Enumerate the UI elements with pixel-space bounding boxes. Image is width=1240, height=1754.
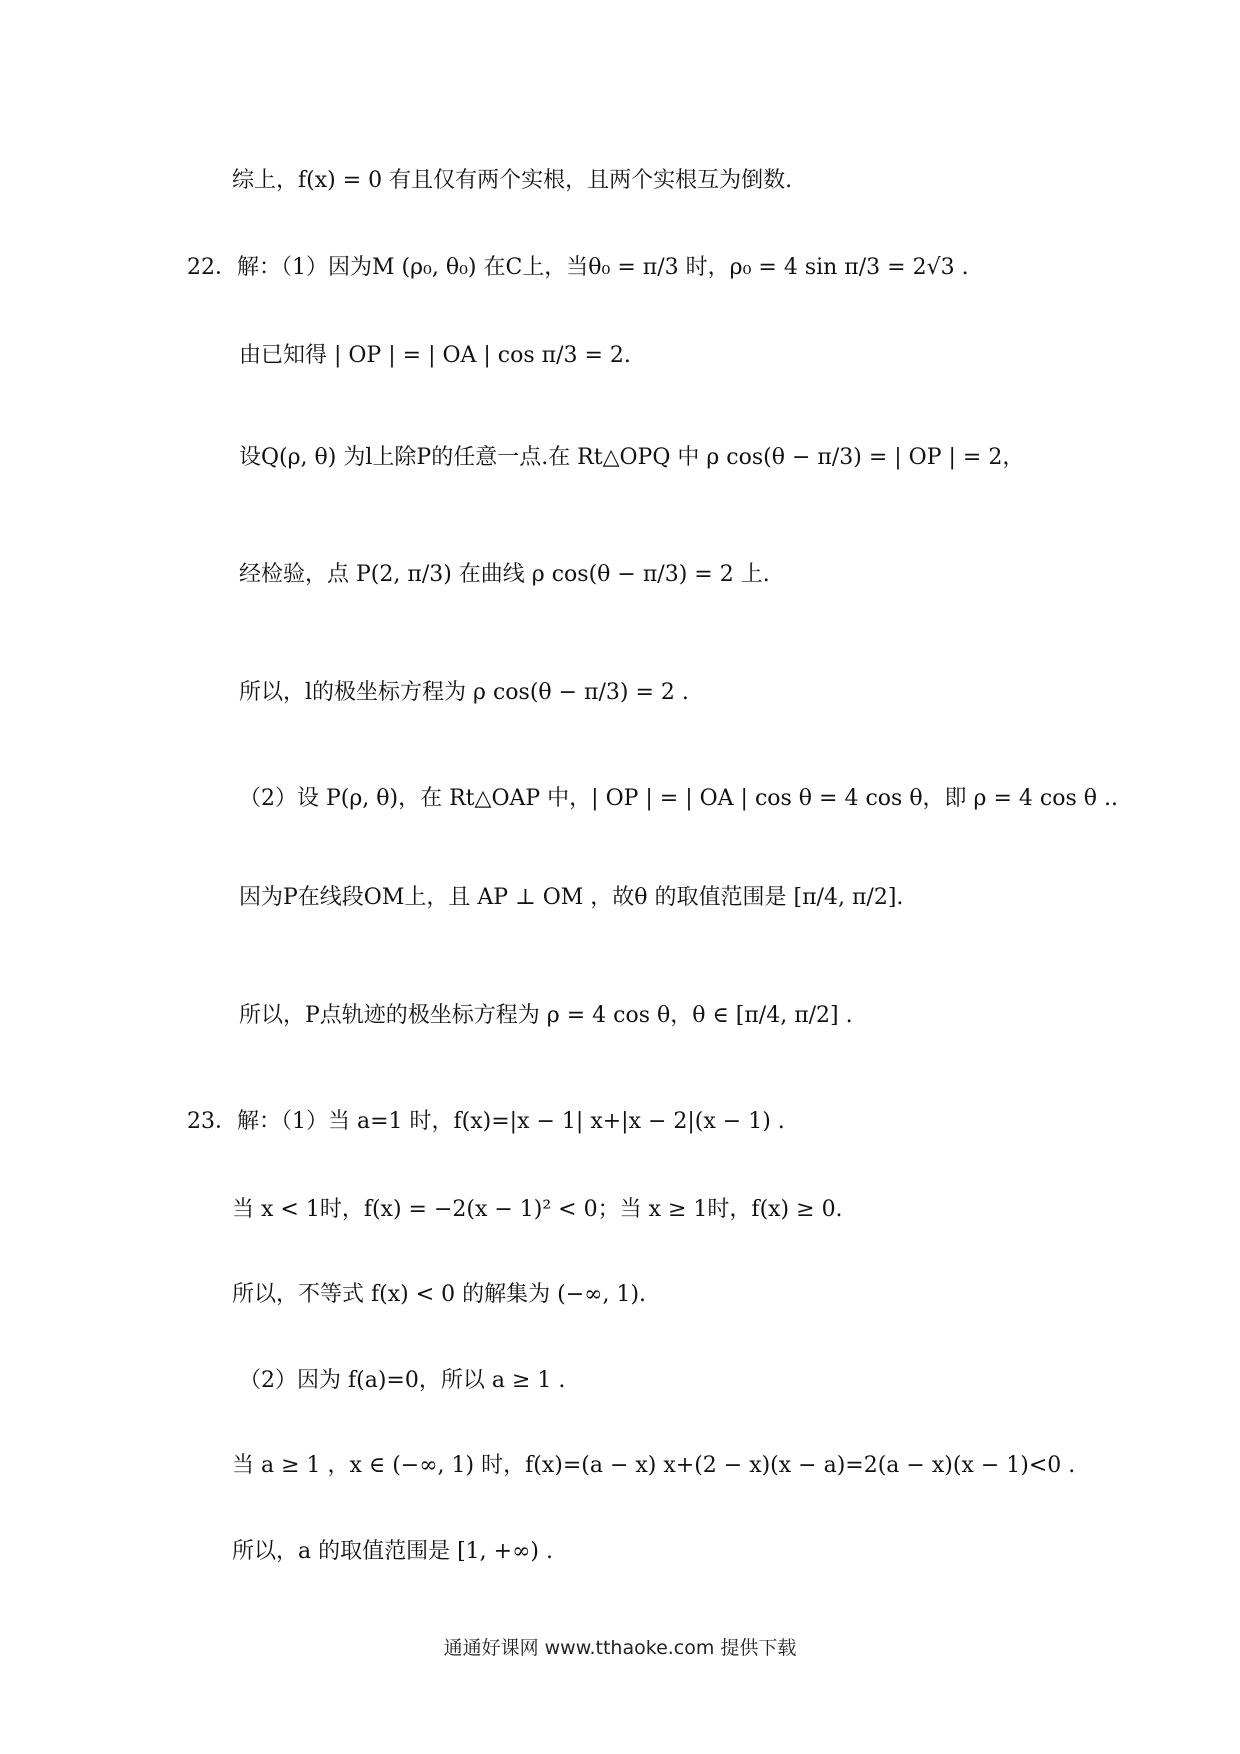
q23-part2-line3: 所以，a 的取值范围是 [1, +∞) . [232, 1539, 553, 1564]
q22-part1-line4: 经检验，点 P(2, π/3) 在曲线 ρ cos(θ − π/3) = 2 上. [239, 562, 770, 587]
q22-part1-line2: 由已知得 | OP | = | OA | cos π/3 = 2. [239, 343, 631, 368]
q22-part2-line3: 所以，P点轨迹的极坐标方程为 ρ = 4 cos θ，θ ∈ [π/4, π/2] . [239, 1003, 853, 1028]
q23-part1-line1: 23．解：（1）当 a=1 时，f(x)=|x − 1| x+|x − 2|(x − 1) . [187, 1109, 785, 1134]
q23-part1-line2: 当 x < 1时，f(x) = −2(x − 1)² < 0；当 x ≥ 1时，f(x) ≥ 0. [232, 1197, 843, 1222]
text-line-summary: 综上，f(x) = 0 有且仅有两个实根，且两个实根互为倒数. [232, 168, 793, 193]
q22-part1-line3: 设Q(ρ, θ) 为l上除P的任意一点.在 Rt△OPQ 中 ρ cos(θ − π/3) = | OP | = 2， [239, 445, 1025, 470]
q23-part2-line2: 当 a ≥ 1 ，x ∈ (−∞, 1) 时，f(x)=(a − x) x+(2 − x)(x − a)=2(a − x)(x − 1)<0 . [232, 1453, 1076, 1478]
q22-part1-line5: 所以，l的极坐标方程为 ρ cos(θ − π/3) = 2 . [239, 680, 689, 705]
q23-part2-line1: （2）因为 f(a)=0，所以 a ≥ 1 . [239, 1368, 566, 1393]
q22-part2-line1: （2）设 P(ρ, θ)，在 Rt△OAP 中，| OP | = | OA | cos θ = 4 cos θ，即 ρ = 4 cos θ .. [239, 786, 1118, 811]
page-footer: 通通好课网 www.tthaoke.com 提供下载 [443, 1637, 797, 1659]
q23-part1-line3: 所以，不等式 f(x) < 0 的解集为 (−∞, 1). [232, 1282, 647, 1307]
q22-part1-line1: 22．解：（1）因为M (ρ₀, θ₀) 在C上，当θ₀ = π/3 时，ρ₀ = 4 sin π/3 = 2√3 . [187, 255, 969, 280]
q22-part2-line2: 因为P在线段OM上，且 AP ⊥ OM ，故θ 的取值范围是 [π/4, π/2]. [239, 885, 904, 910]
